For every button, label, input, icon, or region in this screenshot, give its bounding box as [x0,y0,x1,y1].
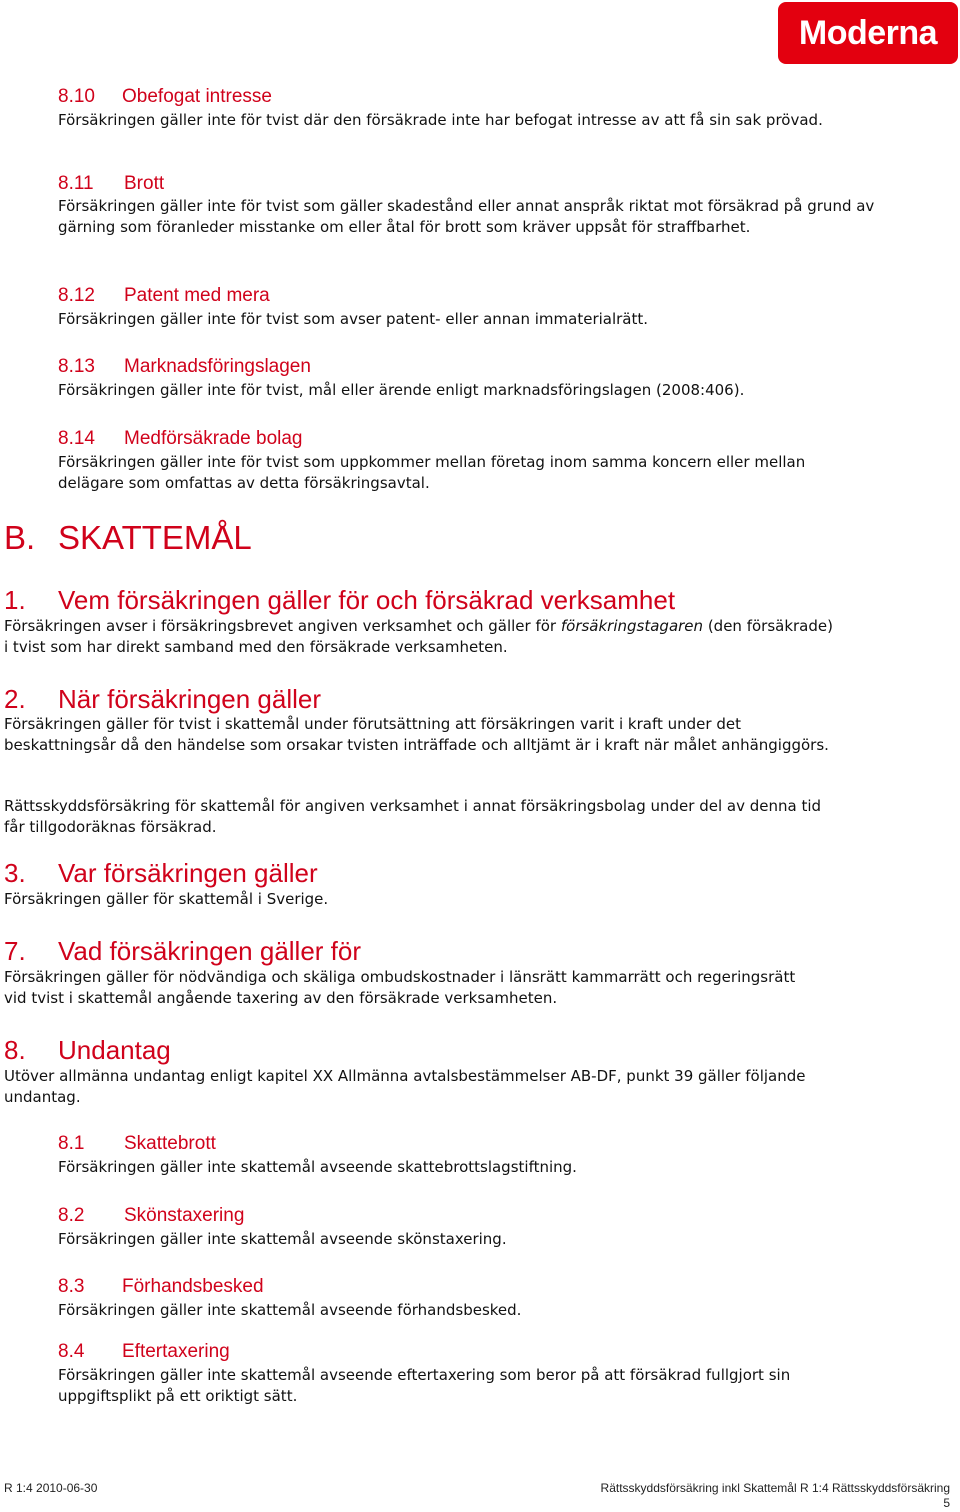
section-8-11-text: Försäkringen gäller inte för tvist som gäller skadestånd eller annat anspråk riktat mot försäkrad på grund av gärning som föranleder misstanke om eller åtal för brott som kräver uppsåt för straffbarhet. [58,197,875,236]
section-8-10-text: Försäkringen gäller inte för tvist där den försäkrade inte har befogat intresse av att få sin sak prövad. [58,111,823,129]
footer-title: Rättsskyddsförsäkring inkl Skattemål R 1:4 Rättsskyddsförsäkring [600,1481,950,1495]
emphasis-term: försäkringstagaren [560,617,704,635]
section-2-heading [4,684,321,714]
section-number: 3. [4,858,26,888]
section-8-14-heading [58,428,303,450]
section-title: Undantag [58,1035,171,1065]
section-number: 8.13 [58,356,95,377]
section-number: 8.10 [58,86,95,107]
section-title: Skattebrott [124,1133,216,1154]
part-b-heading [4,520,252,556]
section-number: 8.4 [58,1341,85,1362]
section-title: Marknadsföringslagen [124,356,311,377]
section-number: 8.14 [58,428,95,449]
section-number: 8.12 [58,285,95,306]
section-title: När försäkringen gäller [58,684,322,714]
section-8-3-text: Försäkringen gäller inte skattemål avseende förhandsbesked. [58,1301,522,1319]
section-number: 2. [4,684,26,714]
section-title: Patent med mera [124,285,270,306]
section-number: 8.2 [58,1205,85,1226]
section-number: 1. [4,585,26,615]
moderna-logo [778,2,958,64]
section-8-12-heading [58,285,270,307]
section-8-3-heading [58,1276,264,1298]
section-number: 8.1 [58,1133,85,1154]
section-title: Skönstaxering [124,1205,245,1226]
logo-text: Moderna [798,13,938,52]
section-title: Vem försäkringen gäller för och försäkrad verksamhet [58,585,676,615]
section-title: Obefogat intresse [122,86,272,107]
section-8-1-heading [58,1133,216,1155]
section-7-heading [4,936,361,966]
section-1-text [4,616,834,657]
part-title: SKATTEMÅL [58,519,252,556]
section-8-14-text: Försäkringen gäller inte för tvist som uppkommer mellan företag inom samma koncern eller mellan delägare som omfattas av detta försäkringsavtal. [58,453,806,492]
section-8-1-text: Försäkringen gäller inte skattemål avseende skattebrottslagstiftning. [58,1158,577,1176]
section-8-2-text: Försäkringen gäller inte skattemål avseende skönstaxering. [58,1230,507,1248]
part-letter: B. [4,519,36,556]
section-8-11-heading [58,173,164,195]
section-number: 8.3 [58,1276,85,1297]
section-1-heading [4,585,675,615]
section-number: 7. [4,936,26,966]
section-8-13-heading [58,356,311,378]
section-8-4-heading [58,1341,230,1363]
section-8-heading [4,1035,171,1065]
section-number: 8.11 [58,173,94,194]
section-title: Vad försäkringen gäller för [58,936,362,966]
section-title: Eftertaxering [122,1341,230,1362]
section-title: Medförsäkrade bolag [124,428,303,449]
section-title: Var försäkringen gäller [58,858,318,888]
footer-date: R 1:4 2010-06-30 [4,1481,98,1495]
section-title: Brott [124,173,165,194]
section-8-4-text: Försäkringen gäller inte skattemål avseende eftertaxering som beror på att försäkrad fullgjort sin uppgiftsplikt på ett oriktigt sätt. [58,1366,791,1405]
section-number: 8. [4,1035,26,1065]
section-7-text: Försäkringen gäller för nödvändiga och skäliga ombudskostnader i länsrätt kammarrätt och regeringsrätt vid tvist i skattemål angående taxering av den försäkrade verksamheten. [4,968,796,1007]
section-8-10-heading [58,86,272,108]
section-title: Förhandsbesked [122,1276,264,1297]
text-part: Försäkringen avser i försäkringsbrevet angiven verksamhet och gäller för [4,617,561,635]
section-2-text: Försäkringen gäller för tvist i skattemål under förutsättning att försäkringen varit i kraft under det beskattningsår då den händelse som orsakar tvisten inträffade och alltjämt är i kraft när målet anhängiggörs. [4,715,829,754]
section-8-text: Utöver allmänna undantag enligt kapitel XX Allmänna avtalsbestämmelser AB-DF, punkt 39 gäller följande undantag. [4,1067,806,1106]
section-8-13-text: Försäkringen gäller inte för tvist, mål eller ärende enligt marknadsföringslagen (2008:406). [58,381,745,399]
section-8-12-text: Försäkringen gäller inte för tvist som avser patent- eller annan immaterialrätt. [58,310,649,328]
section-3-heading [4,858,318,888]
section-3-text: Försäkringen gäller för skattemål i Sverige. [4,890,329,908]
page-number: 5 [943,1496,950,1510]
section-8-2-heading [58,1205,244,1227]
section-2-text-2: Rättsskyddsförsäkring för skattemål för angiven verksamhet i annat försäkringsbolag under del av denna tid får tillgodoräknas försäkrad. [4,797,822,836]
text-part: (den försäkrade) i tvist som har direkt samband med den försäkrade verksamheten. [4,617,833,656]
